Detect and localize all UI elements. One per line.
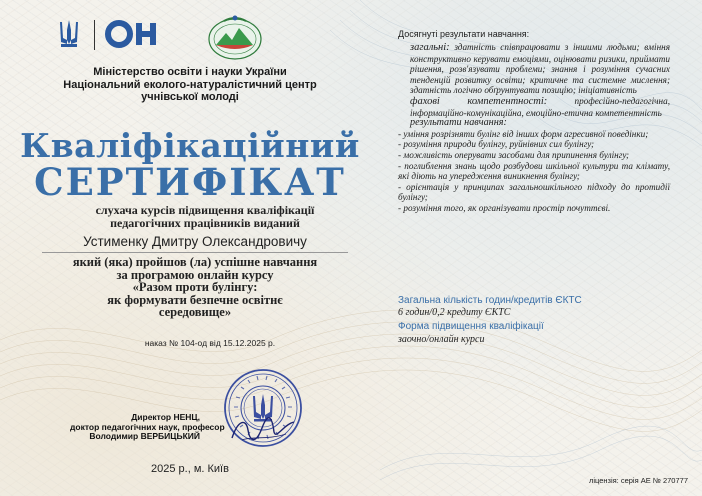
form-value: заочно/онлайн курси <box>398 334 485 345</box>
director-title: Директор НЕНЦ, <box>131 412 200 422</box>
title-qualification: Кваліфікаційний <box>20 126 360 165</box>
license-number: ліцензія: серія АЕ № 270777 <box>588 476 688 485</box>
form-label: Форма підвищення кваліфікації <box>398 321 544 332</box>
professional-label: фахові компетентності: <box>410 95 548 107</box>
course-title-line: середовище» <box>158 305 232 319</box>
outcome-item: - уміння розрізняти булінг від інших форм агресивної поведінки; <box>398 128 649 139</box>
subtitle-line: слухача курсів підвищення кваліфікації <box>95 203 315 217</box>
results-body <box>398 42 670 214</box>
outcome-item: - розуміння природи булінгу, руйнівних сил булінгу; <box>398 139 595 150</box>
hours-label: Загальна кількість годин/кредитів ЄКТС <box>398 295 582 306</box>
outcome-item: - орієнтація у принципах загальношкільного підходу до протидії булінгу; <box>398 181 670 203</box>
course-title-line: як формувати безпечне освітнє <box>107 292 283 307</box>
hours-value: 6 годин/0,2 кредиту ЄКТС <box>398 307 511 318</box>
course-line: який (яка) пройшов (ла) успішне навчання <box>72 255 318 269</box>
outcome-item: - поглиблення знань щодо розбудови шкільної культури та клімату, які діють на упередження виникнення булінгу; <box>398 160 670 182</box>
professional-competences <box>398 96 670 118</box>
director-signature-block <box>70 412 225 442</box>
outcomes-label: результати навчання: <box>410 117 507 129</box>
mon-logo-icon <box>104 18 158 50</box>
name-underline <box>42 252 348 253</box>
ministry-header <box>40 66 340 104</box>
general-text: здатність співпрацювати з іншими людьми; вміння конструктивно керувати емоціями, оцінювати ризики, приймати рішення, розв'язувати проблеми; знання і розуміння сучасних тенденцій розвитку освіти; критичне та системне мислення; здатність логічно обґрунтувати позицію; ініціативність <box>410 42 670 96</box>
course-title-line: «Разом проти булінгу: <box>132 280 258 294</box>
course-info <box>50 256 340 319</box>
director-name: Володимир ВЕРБИЦЬКИЙ <box>89 431 200 441</box>
course-line: за програмою онлайн курсу <box>116 267 274 282</box>
subtitle <box>60 204 350 230</box>
place-and-year: 2025 р., м. Київ <box>151 463 229 475</box>
professional-text: професійно-педагогічна, інформаційно-комунікаційна, емоційно-етична компетентність <box>410 95 670 118</box>
recipient-name: Устименку Дмитру Олександровичу <box>83 234 307 249</box>
center-line: Національний еколого-натуралістичний центр <box>63 78 317 91</box>
center-globe-logo-icon <box>206 13 264 61</box>
general-competences <box>398 42 670 96</box>
title-certificate: СЕРТИФІКАТ <box>34 160 346 204</box>
subtitle-line: педагогічних працівників виданий <box>110 216 300 230</box>
logo-divider <box>94 20 95 50</box>
trident-icon <box>58 18 80 50</box>
order-number: наказ № 104-од від 15.12.2025 р. <box>144 338 276 348</box>
general-label: загальні: <box>410 42 450 53</box>
signature-icon <box>228 410 298 446</box>
outcome-item: - можливість оперувати засобами для припинення булінгу; <box>398 149 630 160</box>
director-degree: доктор педагогічних наук, професор <box>70 421 225 432</box>
outcome-item: - розуміння того, як організувати простір почуттєві. <box>398 202 611 213</box>
results-heading: Досягнуті результати навчання: <box>398 29 530 39</box>
ministry-line: Міністерство освіти і науки України <box>93 66 287 78</box>
center-line-2: учнівської молоді <box>141 91 239 103</box>
